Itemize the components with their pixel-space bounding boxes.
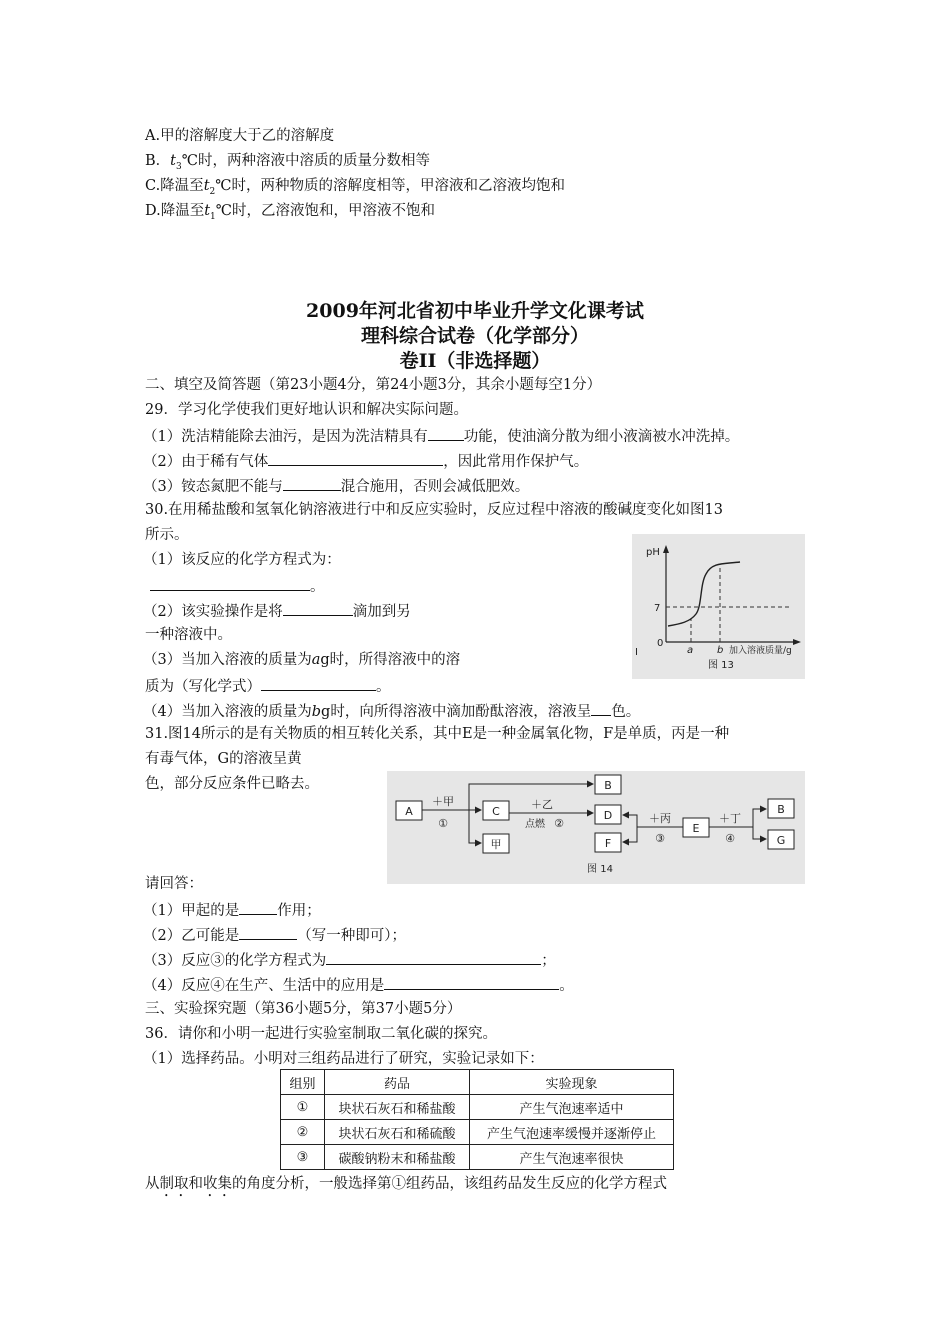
table-cell: 块状石灰石和稀盐酸 [325,1095,470,1120]
fig13-y-tick-7: 7 [654,603,661,614]
exam-subtitle: 理科综合试卷（化学部分） [360,325,589,347]
table-cell: ② [281,1120,325,1145]
fig14-arrow-e-b [753,809,766,827]
exam-title: 2009年河北省初中毕业升学文化课考试 [306,300,644,322]
q30-blank4[interactable] [591,700,611,716]
q36-stem: 36．请你和小明一起进行实验室制取二氧化碳的探究。 [145,1026,497,1042]
fig13-caption: 图 13 [708,660,734,671]
fig14-cond-r3: ③ [655,832,665,845]
fig13-x-tick-b: b [717,645,724,656]
experiment-table [280,1069,674,1170]
table-cell: 产生气泡速率很快 [470,1145,674,1170]
q31-part1: （1）甲起的是 作用； [143,899,321,921]
fig14-label-f: F [604,837,612,850]
q29-part1: （1）洗洁精能除去油污，是因为洗洁精具有 功能，使油滴分散为细小液滴被水冲洗掉。 [143,425,739,447]
table-row [281,1145,674,1170]
q29-stem: 29．学习化学使我们更好地认识和解决实际问题。 [145,402,468,418]
q29-part3: （3）铵态氮肥不能与 混合施用，否则会减低肥效。 [143,475,529,497]
fig14-label-jia: 甲 [490,838,502,851]
section-3-heading: 三、实验探究题（第36小题5分，第37小题5分） [145,1001,462,1017]
section-2-heading: 二、填空及简答题（第23小题4分，第24小题3分，其余小题每空1分） [145,377,602,393]
q31-blank2[interactable] [239,924,297,940]
table-header: 实验现象 [470,1070,674,1095]
q31-stem-cont: 有毒气体，G的溶液呈黄 [145,751,302,767]
fig14-label-b2: B [777,803,785,816]
q29-blank2[interactable] [268,450,443,466]
fig13-origin: 0 [657,638,664,649]
fig14-label-b1: B [604,779,612,792]
q31-blank4[interactable] [384,974,559,990]
q30-part1-answer: 。 [150,575,325,597]
q30-stem: 30.在用稀盐酸和氢氧化钠溶液进行中和反应实验时，反应过程中溶液的酸碱度变化如图13 [145,502,724,518]
q31-part3: （3）反应③的化学方程式为 ； [143,949,556,971]
fig13-x-tick-a: a [687,645,694,656]
table-cell: ① [281,1095,325,1120]
fig14-caption: 图 14 [587,864,613,875]
table-cell: 产生气泡速率适中 [470,1095,674,1120]
fig14-cond-plus-jia: ＋甲 [432,795,454,808]
q30-part3: （3）当加入溶液的质量为ag时，所得溶液中的溶 [143,652,461,668]
fig14-cond-plus-bing: ＋丙 [649,812,671,825]
option-c: C.降温至$t_2℃$时，两种物质的溶解度相等，甲溶液和乙溶液均饱和 [145,178,565,197]
fig14-label-g: G [776,834,786,847]
q29-part2: （2）由于稀有气体 ，因此常用作保护气。 [143,450,588,472]
q29-blank1[interactable] [428,425,464,441]
q31-part4: （4）反应④在生产、生活中的应用是 。 [143,974,574,996]
q31-stem-cont2: 色，部分反应条件已略去。 [145,776,319,792]
fig14-cond-plus-ding: ＋丁 [719,812,741,825]
q29-blank3[interactable] [283,475,341,491]
fig14-cond-ignite: 点燃 [525,819,545,830]
fig14-arrow-a-jia [469,810,481,843]
q31-ask: 请回答： [145,876,203,892]
q30-blank3[interactable] [261,675,376,691]
option-b: B．$t_3℃$时，两种溶液中溶质的质量分数相等 [145,153,430,172]
table-row [281,1095,674,1120]
fig13-x-arrow [793,639,801,645]
table-header-row [281,1070,674,1095]
q36-part1: （1）选择药品。小明对三组药品进行了研究，实验记录如下： [143,1051,544,1067]
fig14-arrow-e-f [623,827,637,842]
option-a: A.甲的溶解度大于乙的溶解度 [145,128,335,144]
q30-stem-cont: 所示。 [145,527,189,543]
table-header: 药品 [325,1070,470,1095]
emphasis-shouji: 收集 [203,1176,232,1192]
q30-part3-cont: 质为（写化学式） 。 [145,675,391,697]
q31-blank3[interactable] [326,949,541,965]
q31-stem: 31.图14所示的是有关物质的相互转化关系，其中E是一种金属氧化物，F是单质，丙是一种 [145,726,730,742]
fig14-arrow-e-d [623,815,637,827]
fig13-y-label: pH [646,547,660,558]
q31-part2: （2）乙可能是 （写一种即可）； [143,924,406,946]
table-row [281,1120,674,1145]
table-cell: ③ [281,1145,325,1170]
table-cell: 块状石灰石和稀硫酸 [325,1120,470,1145]
q30-blank2[interactable] [283,600,353,616]
figure-13 [632,534,805,679]
fig13-y-arrow [663,545,669,553]
fig14-label-c: C [492,805,500,818]
option-d: D.降温至$t_1℃$时，乙溶液饱和，甲溶液不饱和 [145,203,436,222]
fig13-margin-mark: I [635,647,638,658]
q31-blank1[interactable] [239,899,277,915]
q30-part2-cont: 一种溶液中。 [145,627,232,643]
fig13-ph-curve [668,562,740,626]
table-cell: 产生气泡速率缓慢并逐渐停止 [470,1120,674,1145]
table-cell: 碳酸钠粉末和稀盐酸 [325,1145,470,1170]
emphasis-zhiqu: 制取 [159,1176,189,1192]
fig14-cond-plus-yi: ＋乙 [531,798,553,811]
fig14-cond-r2: ② [554,817,564,830]
fig14-cond-r1: ① [438,817,448,830]
fig13-x-label: 加入溶液质量/g [729,646,792,656]
fig14-label-a: A [405,805,413,818]
figure-14 [387,771,805,884]
q30-blank1[interactable] [150,575,310,591]
q30-part1: （1）该反应的化学方程式为： [143,552,341,568]
table-header: 组别 [281,1070,325,1095]
paper-part-title: 卷II（非选择题） [399,350,551,372]
q30-part2: （2）该实验操作是将 滴加到另 [143,600,411,622]
fig14-cond-r4: ④ [725,832,735,845]
fig14-label-d: D [603,809,613,822]
q36-last-line: 从制取和收集的角度分析，一般选择第①组药品，该组药品发生反应的化学方程式 [145,1176,667,1192]
fig14-arrow-e-g [753,827,766,839]
fig14-label-e: E [692,822,700,835]
q30-part4: （4）当加入溶液的质量为bg时，向所得溶液中滴加酚酞溶液，溶液呈 色。 [143,700,640,722]
